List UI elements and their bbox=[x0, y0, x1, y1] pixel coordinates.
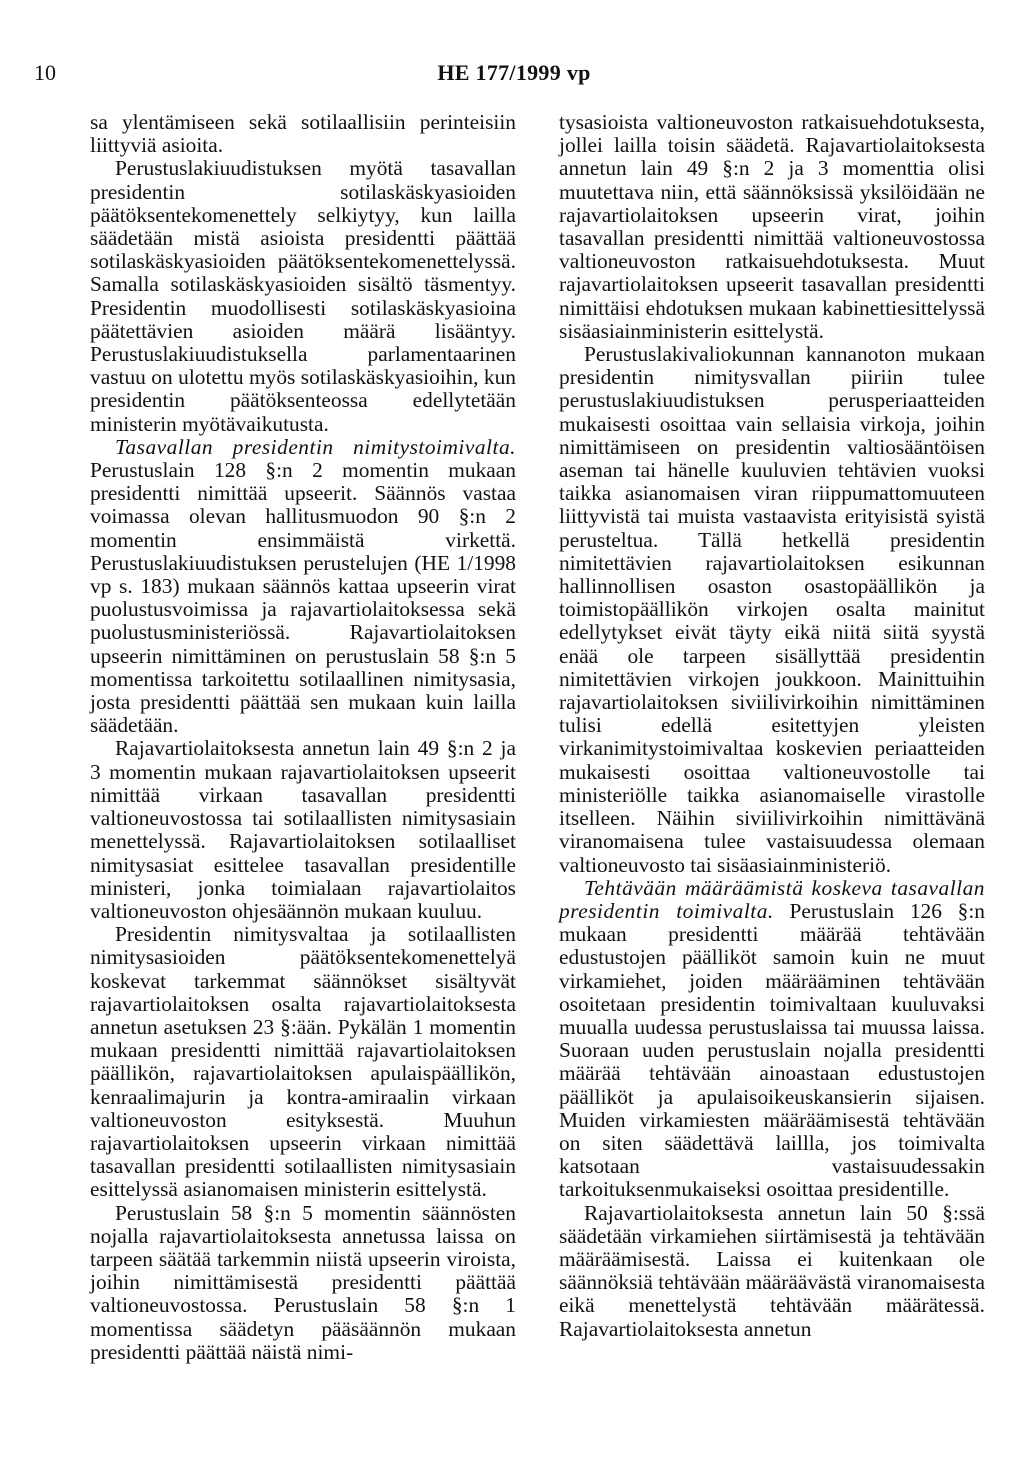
page-header bbox=[34, 58, 994, 88]
page-number: 10 bbox=[34, 60, 56, 85]
paragraph: sa ylentämiseen sekä sotilaallisiin perinteisiin liittyviä asioita. bbox=[90, 110, 516, 158]
document-id: HE 177/1999 vp bbox=[437, 60, 591, 85]
paragraph: tysasioista valtioneuvoston ratkaisuehdotuksesta, jollei lailla toisin säädetä. Rajavartiolaitoksesta annetun lain 49 §:n 2 ja 3 momenttia olisi muutettava niin, että säännöksissä yksilöidään ne rajavartiolaitoksen upseerin virat, joihin tasavallan presidentti nimittää valtioneuvostossa valtioneuvoston ratkaisuehdotuksesta. Muut rajavartiolaitoksen upseerit tasavallan presidentti nimittäisi ehdotuksen mukaan kabinettiesittelyssä sisäasiainministerin esittelystä. bbox=[559, 110, 985, 343]
paragraph-heading: Tehtävään määräämistä koskeva tasavallan presidentin toimivalta. bbox=[559, 875, 985, 923]
left-column bbox=[90, 111, 516, 1364]
paragraph-body: Perustuslain 126 §:n mukaan presidentti määrää tehtävään edustustojen päälliköt samoin kuin ne muut virkamiehet, joiden määrääminen tehtävään osoitetaan presidentin toimivaltaan kuuluvaksi muualla uudessa perustuslaissa tai muussa laissa. Suoraan uuden perustuslain nojalla presidentti määrää tehtävään ainoastaan edustustojen päälliköt ja apulaisoikeuskansierin sijaisen. Muiden virkamiesten määräämisestä tehtävään on siten säädettävä laillla, jos toimivalta katsotaan vastaisuudessakin tarkoituksenmukaiseksi osoittaa presidentille. bbox=[559, 898, 985, 1202]
paragraph: Perustuslain 58 §:n 5 momentin säännösten nojalla rajavartiolaitoksesta annetussa laissa on tarpeen säätää tarkemmin niistä upseerin viroista, joihin nimittämisestä presidentti päättää valtioneuvostossa. Perustuslain 58 §:n 1 momentissa säädetyn pääsäännön mukaan presidentti päättää näistä nimi- bbox=[90, 1200, 516, 1364]
paragraph-heading: Tasavallan presidentin nimitystoimivalta. bbox=[115, 434, 516, 459]
paragraph: Perustuslakiuudistuksen myötä tasavallan presidentin sotilaskäskyasioiden päätöksentekomenettely selkiytyy, kun lailla säädetään mistä asioista presidentti päättää sotilaskäskyasioiden päätöksentekomenettelyssä. Samalla sotilaskäskyasioiden sisältö täsmentyy. Presidentin muodollisesti sotilaskäskyasioina päätettävien asioiden määrä lisääntyy. Perustuslakiuudistuksella parlamentaarinen vastuu on ulotettu myös sotilaskäskyasioihin, kun presidentin päätöksenteossa edellytetään ministerin myötävaikutusta. bbox=[90, 156, 516, 436]
paragraph: Rajavartiolaitoksesta annetun lain 50 §:ssä säädetään virkamiehen siirtämisestä ja tehtävään määräämisestä. Laissa ei kuitenkaan ole säännöksiä tehtävään määräävästä viranomaisesta eikä menettelystä tehtävään määrätessä. Rajavartiolaitoksesta annetun bbox=[559, 1200, 985, 1341]
paragraph-body: Perustuslain 128 §:n 2 momentin mukaan presidentti nimittää upseerit. Säännös vastaa voimassa olevan hallitusmuodon 90 §:n 2 momentin ensimmäistä virkettä. Perustuslakiuudistuksen perustelujen (HE 1/1998 vp s. 183) mukaan säännös kattaa upseerin virat puolustusvoimissa ja rajavartiolaitoksessa sekä puolustusministeriössä. Rajavartiolaitoksen upseerin nimittäminen on perustuslain 58 §:n 5 momentissa tarkoitettu sotilaallinen nimitysasia, josta presidentti päättää sen mukaan kuin lailla säädetään. bbox=[90, 458, 516, 738]
paragraph bbox=[559, 877, 985, 1202]
right-column bbox=[559, 111, 985, 1341]
paragraph: Perustuslakivaliokunnan kannanoton mukaan presidentin nimitysvallan piiriin tulee perustuslakiuudistuksen perusperiaatteiden mukaisesti osoittaa vain sellaisia virkoja, joihin nimittämiseen on presidentin valtiosääntöisen aseman tai hänelle kuuluvien tehtävien vuoksi taikka asianomaisen viran riippumattomuuteen liittyvistä tai muista vastaavista erityisistä syistä perusteltua. Tällä hetkellä presidentin nimitettävien rajavartiolaitoksen esikunnan hallinnollisen osaston osastopäällikön ja toimistopäällikön virkojen osalta mainitut edellytykset eivät täyty eikä niitä siitä syystä enää ole tarpeen sisällyttää presidentin nimitettävien virkojen joukkoon. Mainittuihin rajavartiolaitoksen siviilivirkoihin nimittäminen tulisi edellä esitettyjen yleisten virkanimitystoimivaltaa koskevien periaatteiden mukaisesti osoittaa valtioneuvostolle tai ministeriölle taikka asianomaiselle virastolle itselleen. Näihin siviilivirkoihin nimittävänä viranomaisena tulee vastaisuudessa olemaan valtioneuvosto tai sisäasiainministeriö. bbox=[559, 342, 985, 877]
paragraph: Presidentin nimitysvaltaa ja sotilaallisten nimitysasioiden päätöksentekomenettelyä koskevat tarkemmat säännökset sisältyvät rajavartiolaitoksen osalta rajavartiolaitoksesta annetun asetuksen 23 §:ään. Pykälän 1 momentin mukaan presidentti nimittää rajavartiolaitoksen päällikön, rajavartiolaitoksen apulaispäällikön, kenraalimajurin ja kontra-amiraalin virkaan valtioneuvoston esityksestä. Muuhun rajavartiolaitoksen upseerin virkaan nimittää tasavallan presidentti sotilaallisten nimitysasiain esittelyssä asianomaisen ministerin esittelystä. bbox=[90, 922, 516, 1202]
paragraph bbox=[90, 436, 516, 738]
paragraph: Rajavartiolaitoksesta annetun lain 49 §:n 2 ja 3 momentin mukaan rajavartiolaitoksen upseerit nimittää virkaan tasavallan presidentti valtioneuvostossa tai sotilaallisten nimitysasiain menettelyssä. Rajavartiolaitoksen sotilaalliset nimitysasiat esittelee tasavallan presidentille ministeri, jonka toimialaan rajavartiolaitos valtioneuvoston ohjesäännön mukaan kuuluu. bbox=[90, 736, 516, 923]
